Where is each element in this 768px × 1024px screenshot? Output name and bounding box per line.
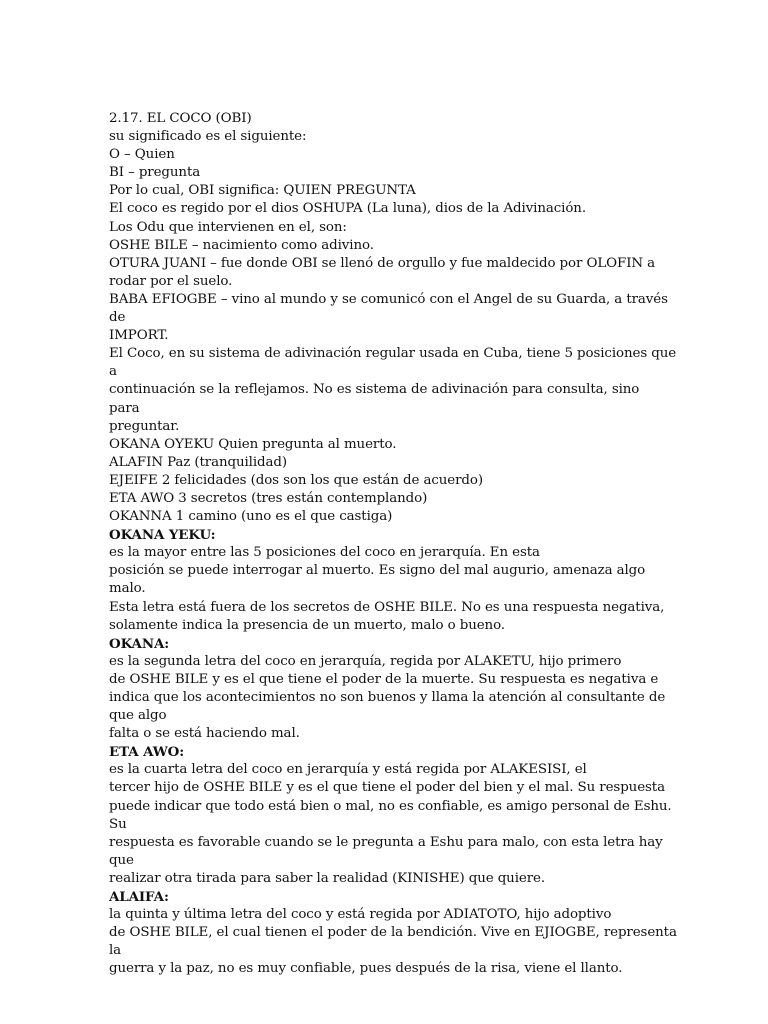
text-line: solamente indica la presencia de un muerto, malo o bueno. — [109, 617, 505, 633]
text-line: rodar por el suelo. — [109, 273, 233, 289]
document-page — [109, 110, 677, 979]
text-line: BI – pregunta — [109, 165, 201, 181]
text-line: Los Odu que intervienen en el, son: — [109, 219, 347, 235]
text-line: la — [109, 943, 122, 959]
text-line: su significado es el siguiente: — [109, 129, 307, 145]
section-heading: OKANA: — [109, 635, 170, 652]
text-line: a — [109, 364, 117, 380]
text-line: falta o se está haciendo mal. — [109, 726, 300, 742]
text-line: que algo — [109, 708, 167, 724]
text-line: Su — [109, 816, 127, 832]
text-line: EJEIFE 2 felicidades (dos son los que están de acuerdo) — [109, 472, 483, 488]
text-line: Esta letra está fuera de los secretos de OSHE BILE. No es una respuesta negativa, — [109, 599, 665, 615]
text-line: preguntar. — [109, 418, 180, 434]
text-line: es la mayor entre las 5 posiciones del coco en jerarquía. En esta — [109, 545, 540, 561]
text-line: 2.17. EL COCO (OBI) — [109, 111, 252, 126]
text-line: El coco es regido por el dios OSHUPA (La luna), dios de la Adivinación. — [109, 201, 586, 217]
text-line: ETA AWO 3 secretos (tres están contemplando) — [109, 490, 428, 506]
text-line: IMPORT. — [109, 328, 169, 344]
text-line: Por lo cual, OBI significa: QUIEN PREGUNTA — [109, 183, 416, 199]
text-line: tercer hijo de OSHE BILE y es el que tiene el poder del bien y el mal. Su respuesta — [109, 780, 665, 796]
text-line: para — [109, 400, 140, 416]
section-heading: ALAIFA: — [109, 889, 169, 906]
section-heading: OKANA YEKU: — [109, 527, 216, 544]
text-line: de OSHE BILE, el cual tienen el poder de la bendición. Vive en EJIOGBE, representa — [109, 925, 677, 941]
text-line: ALAFIN Paz (tranquilidad) — [109, 454, 287, 470]
text-line: es la segunda letra del coco en jerarquía, regida por ALAKETU, hijo primero — [109, 653, 622, 669]
text-line: continuación se la reflejamos. No es sistema de adivinación para consulta, sino — [109, 382, 640, 398]
text-line: malo. — [109, 581, 146, 597]
text-line: es la cuarta letra del coco en jerarquía y está regida por ALAKESISI, el — [109, 762, 587, 778]
text-line: posición se puede interrogar al muerto. Es signo del mal augurio, amenaza algo — [109, 563, 646, 579]
text-line: El Coco, en su sistema de adivinación regular usada en Cuba, tiene 5 posiciones que — [109, 346, 677, 362]
section-heading: ETA AWO: — [109, 744, 185, 761]
text-line: OKANNA 1 camino (uno es el que castiga) — [109, 509, 393, 525]
text-line: OSHE BILE – nacimiento como adivino. — [109, 237, 374, 253]
text-line: O – Quien — [109, 147, 175, 163]
text-line: la quinta y última letra del coco y está regida por ADIATOTO, hijo adoptivo — [109, 907, 612, 923]
text-line: BABA EFIOGBE – vino al mundo y se comunicó con el Angel de su Guarda, a través — [109, 291, 668, 307]
text-line: de — [109, 310, 126, 326]
text-line: indica que los acontecimientos no son buenos y llama la atención al consultante de — [109, 690, 666, 705]
text-line: que — [109, 852, 134, 868]
text-line: realizar otra tirada para saber la realidad (KINISHE) que quiere. — [109, 870, 545, 886]
text-line: OKANA OYEKU Quien pregunta al muerto. — [109, 436, 397, 452]
text-line: OTURA JUANI – fue donde OBI se llenó de orgullo y fue maldecido por OLOFIN a — [109, 255, 656, 271]
text-line: puede indicar que todo está bien o mal, no es confiable, es amigo personal de Eshu. — [109, 798, 672, 814]
text-line: guerra y la paz, no es muy confiable, pues después de la risa, viene el llanto. — [109, 961, 623, 977]
text-line: respuesta es favorable cuando se le pregunta a Eshu para malo, con esta letra hay — [109, 834, 663, 850]
text-line: de OSHE BILE y es el que tiene el poder de la muerte. Su respuesta es negativa e — [109, 671, 659, 687]
